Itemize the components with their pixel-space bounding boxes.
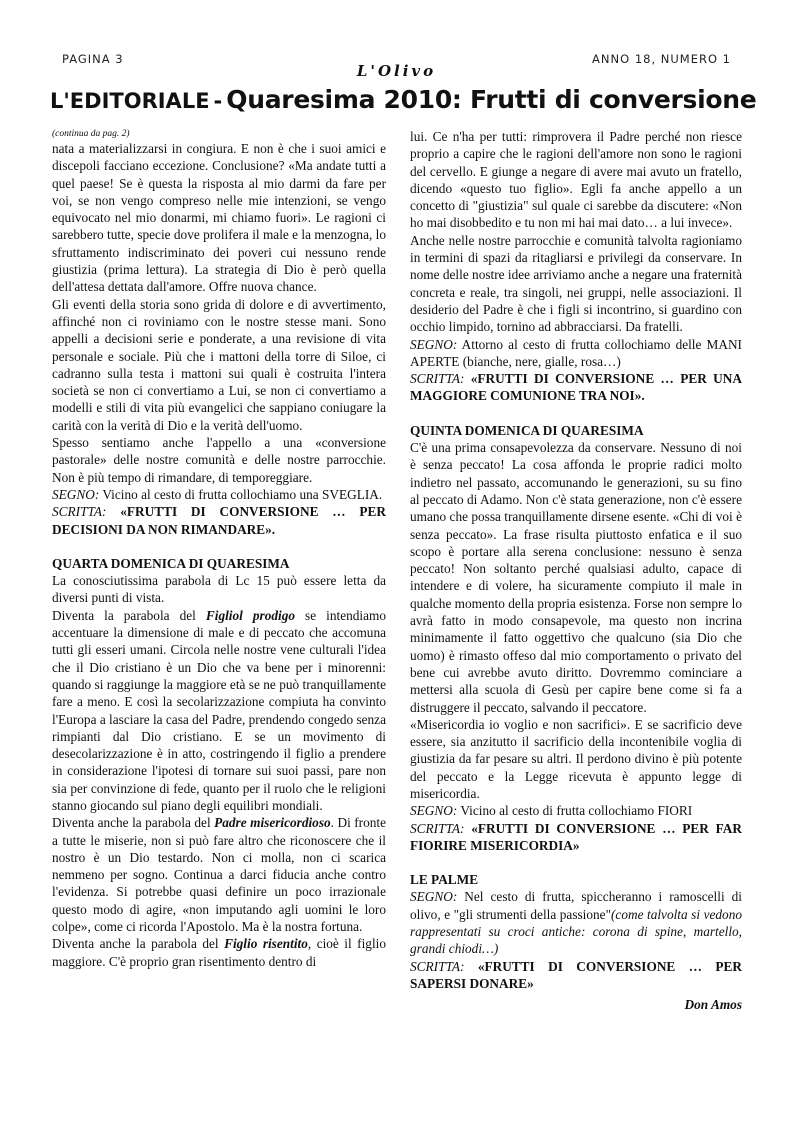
emphasis: Padre misericordioso: [214, 815, 331, 831]
section-heading: QUARTA DOMENICA DI QUARESIMA: [52, 555, 290, 571]
scritta-label: SCRITTA:: [410, 958, 465, 974]
publication-title: L'Olivo: [356, 62, 437, 80]
segno-line: [410, 336, 742, 371]
article-title: [50, 85, 757, 114]
scritta-line: [410, 820, 742, 855]
paragraph: «Misericordia io voglio e non sacrifici». E se sacrificio deve essere, sia anzitutto il sacrificio della incontenibile voglia di giustizia da far pesare su altri. Il perdono divino è più potente del peccato e la Legge ricevuta è appunto legge di misericordia.: [410, 716, 742, 801]
segno-label: SEGNO:: [410, 803, 458, 819]
scritta-text: «FRUTTI DI CONVERSIONE … PER FAR FIORIRE MISERICORDIA»: [410, 820, 742, 853]
scritta-line: [52, 503, 386, 538]
paragraph: [52, 935, 386, 970]
issue-info: ANNO 18, NUMERO 1: [592, 52, 731, 66]
right-column: [410, 128, 742, 1014]
paragraph: C'è una prima consapevolezza da conservare. Nessuno di noi è senza peccato! La cosa affonda le proprie radici molto indietro nel passato, accomunando le generazioni, su su fino al peccato di Adamo. Non c'è stata generazione, non c'è essere umano che possa tranquillamente dirsene esente. «Chi di voi è senza peccato». La frase risulta piuttosto enfatica e il suo scopo è portare alla serena conclusione: nessuno è senza peccato! Non soltanto perché qualsiasi adulto, capace di intendere e di volere, ha sicuramente compiuto il male in qualche momento della propria esistenza. Forse non sempre lo avrà fatto in modo consapevole, ma questo non incrina minimamente il fatto oggettivo che qualcuno (sia Dio che uomo) è rimasto offeso dal mio comportamento o privato del bene cui avrebbe avuto diritto. Dovremmo cominciare a mettersi alla scuola di Gesù per capire bene come si fa a distruggere il peccato, salvando il peccatore.: [410, 440, 742, 715]
text-run: Diventa anche la parabola del: [52, 936, 225, 952]
continued-note: (continua da pag. 2): [52, 129, 130, 139]
paragraph: lui. Ce n'ha per tutti: rimprovera il Padre perché non riesce proprio a capire che le ragioni dell'amore non sono le ragioni del cervello. E giunge a negare di avere mai avuto un fratello, dicendo «questo tuo figlio». Egli fa anche appello a un concetto di "giustizia" sul quale ci sarebbe da discutere: «Non ho mai disobbedito e tu non mi hai mai dato… a lui invece».: [410, 129, 742, 231]
segno-line: [410, 802, 742, 819]
title-separator: -: [213, 89, 223, 113]
left-column: [52, 128, 386, 970]
segno-label: SEGNO:: [410, 336, 458, 352]
page-number: PAGINA 3: [62, 52, 124, 66]
segno-text: Attorno al cesto di frutta collochiamo delle MANI APERTE (bianche, nere, gialle, rosa…): [410, 336, 742, 369]
paragraph: La conosciutissima parabola di Lc 15 può essere letta da diversi punti di vista.: [52, 573, 386, 606]
scritta-label: SCRITTA:: [410, 820, 465, 836]
emphasis: Figlio risentito: [224, 936, 308, 952]
scritta-label: SCRITTA:: [410, 371, 465, 387]
text-run: . Di fronte a tutte le miserie, non si può fare altro che riconoscere che il nostro è un Dio testardo. Non ci molla, non ci scarica nemmeno per sogno. Continua a darci fiducia anche contro l'evidenza. Si potrebbe quasi definire un poco irrazionale questo modo di agire, «non imputando agli uomini le loro colpe», come ci ricorda l'Apostolo. Ma è la nostra fortuna.: [52, 815, 386, 935]
segno-text: Nel cesto di frutta, spiccheranno i ramoscelli di olivo, e "gli strumenti della passione": [410, 889, 742, 922]
paragraph: Spesso sentiamo anche l'appello a una «conversione pastorale» delle nostre comunità e delle nostre parrocchie. Non è più tempo di rimandare, di temporeggiare.: [52, 435, 386, 485]
section-heading: LE PALME: [410, 872, 479, 888]
scritta-text: «FRUTTI DI CONVERSIONE … PER UNA MAGGIORE COMUNIONE TRA NOI».: [410, 371, 742, 404]
segno-line: [52, 486, 386, 503]
section-label: L'EDITORIALE: [50, 89, 210, 113]
emphasis: Figliol prodigo: [205, 607, 295, 623]
scritta-line: [410, 370, 742, 405]
paragraph: [52, 607, 386, 815]
paragraph: nata a materializzarsi in congiura. E non è che i suoi amici e discepoli facciano eccezione. Conclusione? «Ma andate tutti a quel paese! Se è questa la risposta al mio darmi da fare per voi, se non vengo compreso nelle mie intenzioni, se vengo equivocato nel mio donarmi, mi chiamo fuori». Le ragioni ci sarebbero tutte, specie dove prolifera il male e la menzogna, lo sfruttamento indiscriminato dei poveri cui nessuno rende giustizia (prima lettura). La strategia di Dio è però quella dell'attesa dettata dall'amore. Offre nuova chance.: [52, 141, 386, 295]
text-run: Diventa anche la parabola del: [52, 815, 215, 831]
segno-label: SEGNO:: [52, 486, 100, 502]
segno-line: [410, 888, 742, 957]
text-run: , cioè il figlio maggiore. C'è proprio gran risentimento dentro di: [52, 936, 386, 969]
paragraph: [52, 814, 386, 935]
section-heading: QUINTA DOMENICA DI QUARESIMA: [410, 422, 644, 438]
headline: Quaresima 2010: Frutti di conversione: [226, 85, 757, 114]
scritta-text: «FRUTTI DI CONVERSIONE … PER SAPERSI DONARE»: [410, 958, 742, 991]
emphasis: (come talvolta si vedono rappresentati su croci antiche: corona di spine, martello, grandi chiodi…): [410, 906, 742, 957]
scritta-line: [410, 958, 742, 993]
scritta-text: «FRUTTI DI CONVERSIONE … PER DECISIONI DA NON RIMANDARE».: [52, 504, 386, 537]
paragraph: Gli eventi della storia sono grida di dolore e di avvertimento, affinché non ci roviniamo con le nostre stesse mani. Sono appelli a decisioni serie e ponderate, a una revisione di vita personale e sociale. Più che i mattoni della torre di Siloe, ci cadranno sulla testa i mattoni sui quali è costruita l'intera società se non ci convertiamo a Lui, se non ci convertiamo a modelli e stili di vita più evangelici che sappiano coniugare la carità con la verità di Dio e la verità dell'uomo.: [52, 296, 386, 433]
text-run: Diventa la parabola del: [52, 607, 206, 623]
author-signature: Don Amos: [684, 997, 742, 1013]
segno-label: SEGNO:: [410, 889, 458, 905]
segno-text: Vicino al cesto di frutta collochiamo FIORI: [457, 803, 693, 819]
text-run: se intendiamo accentuare la dimensione di male e di peccato che accomuna tutti gli esseri umani. Circola nelle nostre vene culturali l'idea che il Dio cristiano è un Dio che va bene per i minorenni: quando si raggiunge la maggiore età se ne può tranquillamente fare a meno. E così la secolarizzazione compiuta ha convinto l'Europa a lasciare la casa del Padre, prendendo congedo senza rimpianti dal Dio cristiano. E se un movimento di desecolarizzazione è in atto, costringendo il figlio a prendere in considerazione l'ipotesi di tornare sui suoi passi, pare non sia per convinzione di fede, quanto per il ruolo che le religioni stanno giocando sul piano degli equilibri mondiali.: [52, 607, 386, 813]
segno-text: Vicino al cesto di frutta collochiamo una SVEGLIA.: [99, 486, 383, 502]
paragraph: Anche nelle nostre parrocchie e comunità talvolta ragioniamo in termini di spazi da ritagliarsi e privilegi da conservare. In nome delle nostre idee arriviamo anche a negare una fraternità concreta e reale, tra singoli, nei gruppi, nelle associazioni. Il desiderio del Padre è che i figli si incontrino, si guardino con occhio limpido, tornino ad abbracciarsi. Da fratelli.: [410, 232, 742, 335]
scritta-label: SCRITTA:: [52, 504, 107, 520]
